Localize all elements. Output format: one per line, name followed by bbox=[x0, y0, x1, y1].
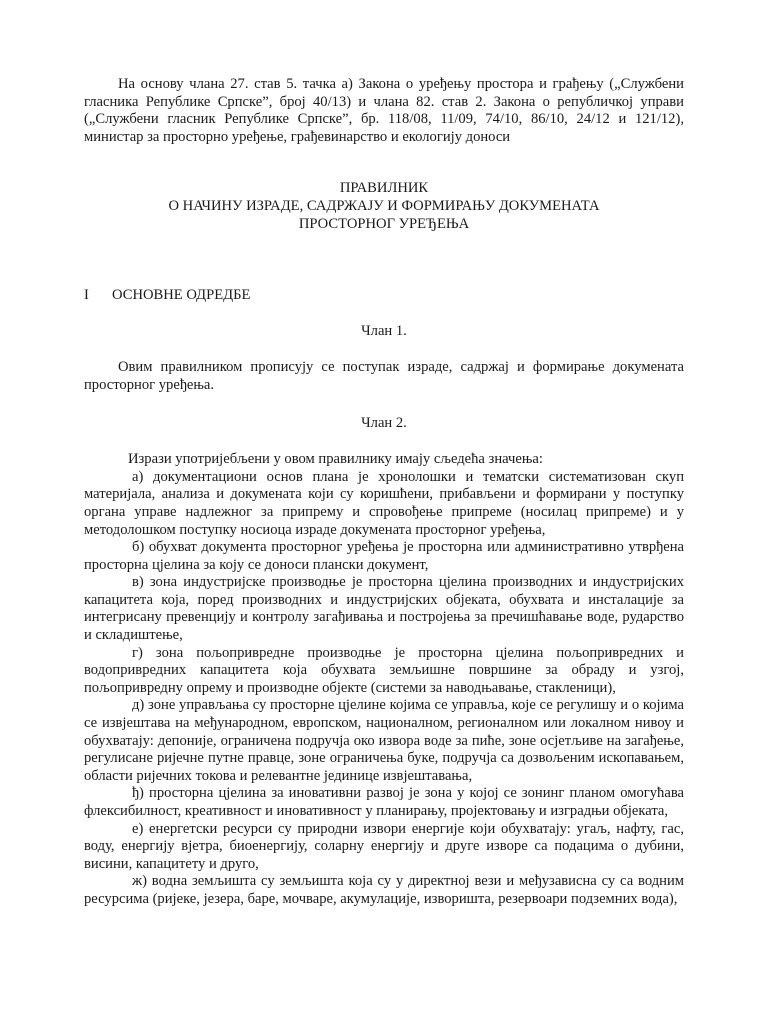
article-2-heading: Члан 2. bbox=[361, 414, 407, 431]
definition-item: б) обухват документа просторног уређења је просторна или административно утврђена просторна цјелина за коју се доноси плански документ, bbox=[84, 539, 684, 573]
preamble-paragraph: На основу члана 27. став 5. тачка а) Закона о уређењу простора и грађењу („Службени гласника Републике Српске”, број 40/13) и члана 82. став 2. Закона о републичкој управи („Службени гласник Републике Српске”, бр. 118/08, 11/09, 74/10, 86/10, 24/12 и 121/12), министар за просторно уређење, грађевинарство и екологију доноси bbox=[84, 76, 684, 145]
definition-item: е) енергетски ресурси су природни извори енергије који обухватају: угаљ, нафту, гас, воду, енергију вјетра, биоенергију, соларну енергију и друге изворе са подацима о дубини, висини, капацитету и друго, bbox=[84, 820, 684, 872]
section-heading bbox=[84, 287, 684, 305]
definition-item: а) документациони основ плана је хронолошки и тематски систематизован скуп материјала, анализа и докумената који су коришћени, прибављени и формирани у поступку органа управе надлежног за припрему и спровођење припреме (носилац припреме) и у методолошком поступку носиоца израде докумената просторног уређења, bbox=[84, 468, 684, 538]
section-title: ОСНОВНЕ ОДРЕДБЕ bbox=[112, 287, 251, 304]
definition-item: д) зоне управљања су просторне цјелине којима се управља, које се регулишу и о којима се извјештава на међународном, европском, националном, регионалном или локалном нивоу и обухватају: депоније, ограничена подручја око извора воде за пиће, зоне осјетљиве на загађење, регулисане ријечне путне правце, зоне ограничења буке, подручја са дозвољеним ископавањем, области ријечних токова и релевантне јединице извјештавања, bbox=[84, 697, 684, 784]
document-page bbox=[84, 76, 684, 909]
definition-item: ђ) просторна цјелина за иновативни развој је зона у којој се зонинг планом омогућава флексибилност, креативност и иновативност у планирању, пројектовању и изградњи објеката, bbox=[84, 785, 684, 819]
article-1-text: Овим правилником прописују се поступак израде, садржај и формирање докумената просторног уређења. bbox=[84, 359, 684, 393]
title-line-2: О НАЧИНУ ИЗРАДЕ, САДРЖАЈУ И ФОРМИРАЊУ ДОКУМЕНАТА bbox=[168, 197, 600, 214]
definitions-list bbox=[84, 451, 684, 908]
definition-item: ж) водна земљишта су земљишта која су у директној вези и међузависна су са водним ресурсима (ријеке, језера, баре, мочваре, акумулације, изворишта, резервоари подземних вода), bbox=[84, 873, 684, 907]
definition-item: г) зона пољопривредне производње је просторна цјелина пољопривредних и водопривредних капацитета која обухвата земљишне површине за обраду и узгој, пољопривредну опрему и производне објекте (системи за наводњавање, стакленици), bbox=[84, 644, 684, 696]
title-line-1: ПРАВИЛНИК bbox=[339, 180, 429, 197]
definitions-intro: Изрази употријебљени у овом правилнику имају сљедећа значења: bbox=[128, 451, 543, 468]
section-number: I bbox=[84, 287, 89, 304]
article-1-heading: Члан 1. bbox=[361, 322, 407, 339]
document-title bbox=[84, 180, 684, 233]
definition-item: в) зона индустријске производње је просторна цјелина производних и индустријских капацитета која, поред производних и индустријских објеката, обухвата и инсталације за интегрисану превенцију и контролу загађивања и постројења за пречишћавање воде, рударство и складиштење, bbox=[84, 574, 684, 644]
title-line-3: ПРОСТОРНОГ УРЕЂЕЊА bbox=[298, 215, 470, 232]
